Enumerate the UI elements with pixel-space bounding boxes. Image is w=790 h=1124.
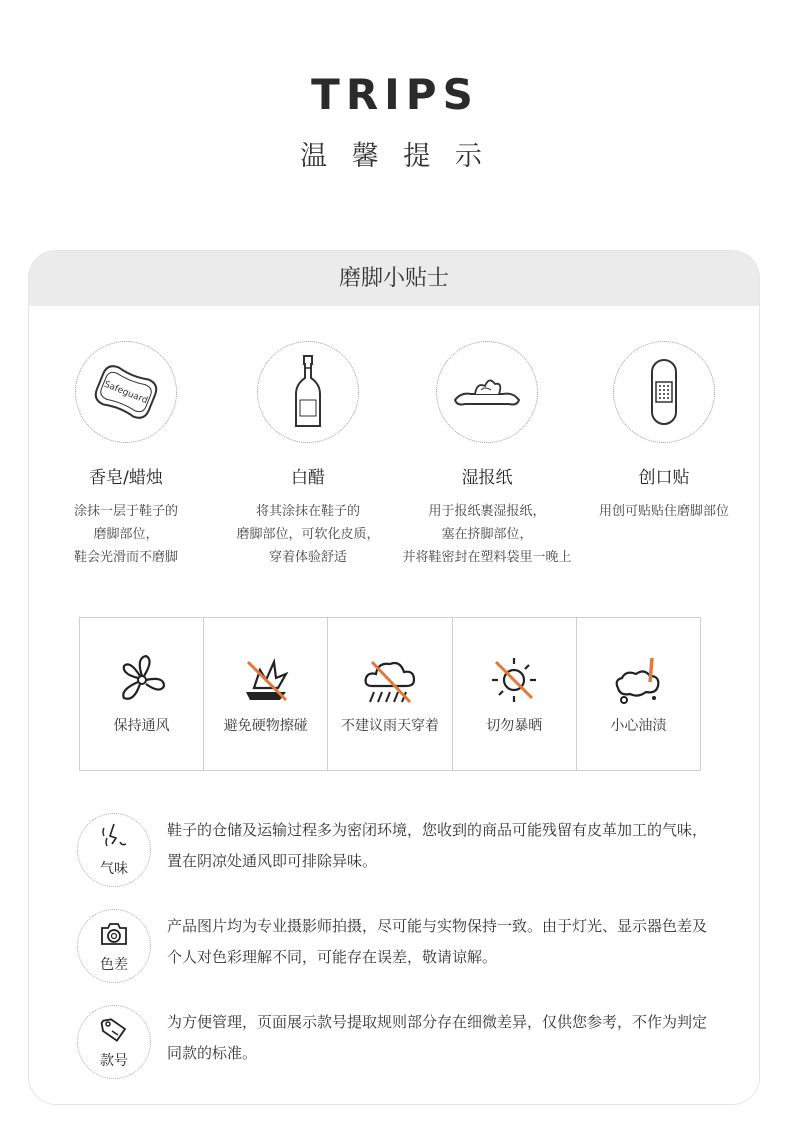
care-label: 小心油渍 xyxy=(610,718,667,734)
oil-stain-icon xyxy=(606,648,670,712)
care-item-no-rain xyxy=(328,618,452,770)
no-rain-icon xyxy=(358,648,422,712)
care-label: 切勿暴晒 xyxy=(486,718,543,734)
tip-description: 用于报纸裹湿报纸， 塞在挤脚部位， 并将鞋密封在塑料袋里一晚上 xyxy=(402,504,572,565)
no-collision-icon xyxy=(234,648,298,712)
tip-wet-paper xyxy=(392,341,582,569)
camera-icon xyxy=(99,919,129,949)
tip-description: 涂抹一层于鞋子的 磨脚部位， 鞋会光滑而不磨脚 xyxy=(73,504,178,565)
tips-card xyxy=(28,250,760,1105)
fan-icon xyxy=(110,648,174,712)
wet-tissue-icon xyxy=(436,341,538,443)
tip-title: 香皂/蜡烛 xyxy=(89,468,163,488)
tip-soap xyxy=(31,341,221,569)
note-badge-label: 款号 xyxy=(100,1053,128,1069)
soap-icon xyxy=(75,341,177,443)
note-badge-label: 色差 xyxy=(100,957,128,973)
note-text: 为方便管理，页面展示款号提取规则部分存在细微差异，仅供您参考，不作为判定同款的标准。 xyxy=(167,1013,708,1062)
note-text: 鞋子的仓储及运输过程多为密闭环境，您收到的商品可能残留有皮革加工的气味，置在阴凉处通风即可排除异味。 xyxy=(167,821,708,870)
care-item-no-collision xyxy=(204,618,328,770)
care-label: 不建议雨天穿着 xyxy=(341,718,439,734)
tip-description: 将其涂抹在鞋子的 磨脚部位，可软化皮质， 穿着体验舒适 xyxy=(236,504,380,565)
tip-band-aid xyxy=(569,341,759,523)
page-subtitle: 温 馨 提 示 xyxy=(300,141,490,172)
tip-title: 白醋 xyxy=(291,468,325,488)
care-label: 避免硬物擦碰 xyxy=(223,718,308,734)
care-item-no-sun xyxy=(453,618,577,770)
tag-icon xyxy=(99,1015,129,1045)
note-text: 产品图片均为专业摄影师拍摄，尽可能与实物保持一致。由于灯光、显示器色差及个人对色彩理解不同，可能存在误差，敬请谅解。 xyxy=(167,917,708,966)
vinegar-bottle-icon xyxy=(257,341,359,443)
smell-icon xyxy=(100,822,128,856)
soap-brand-text: Safeguard xyxy=(102,379,149,407)
tip-vinegar xyxy=(213,341,403,569)
band-aid-icon xyxy=(613,341,715,443)
note-badge-label: 气味 xyxy=(100,861,128,877)
card-heading: 磨脚小贴士 xyxy=(29,251,759,306)
tip-description: 用创可贴贴住磨脚部位 xyxy=(598,504,729,519)
note-badge xyxy=(77,813,151,887)
no-sun-icon xyxy=(482,648,546,712)
tip-title: 湿报纸 xyxy=(461,468,513,488)
care-label: 保持通风 xyxy=(113,718,170,734)
note-badge xyxy=(77,909,151,983)
tip-title: 创口贴 xyxy=(638,468,690,488)
care-item-oil-stain xyxy=(577,618,700,770)
care-item-ventilate xyxy=(80,618,204,770)
care-table xyxy=(79,617,701,771)
note-badge xyxy=(77,1005,151,1079)
page-title: TRIPS xyxy=(311,70,479,119)
